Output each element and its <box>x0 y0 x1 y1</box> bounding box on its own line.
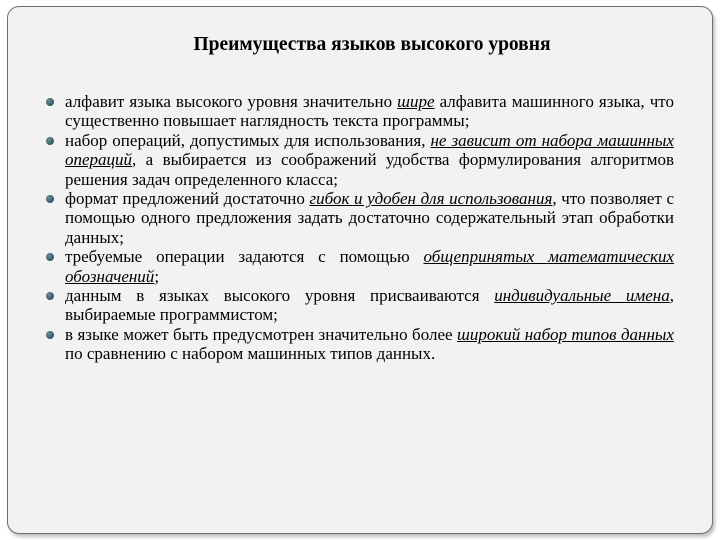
bullet-icon <box>46 137 54 145</box>
item-text: алфавит языка высокого уровня значительно <box>65 92 398 111</box>
item-text: формат предложений достаточно <box>65 189 310 209</box>
emphasized-text: широкий набор типов данных <box>456 324 674 344</box>
emphasized-text: гибок и удобен для использования <box>309 189 553 209</box>
list-item <box>46 92 674 131</box>
item-text: , что позволяет с помощью одного предложения задать достаточно содержательный этап обработки данных; <box>65 189 674 247</box>
list-item <box>46 325 674 364</box>
item-text: по сравнению с набором машинных типов данных. <box>65 344 436 364</box>
item-text: требуемые операции задаются с помощью <box>65 247 424 267</box>
item-text: , выбираемые программистом; <box>65 286 674 325</box>
bullet-list <box>46 92 674 364</box>
list-item <box>46 247 674 286</box>
bullet-icon <box>46 195 54 203</box>
item-text: ; <box>154 266 160 286</box>
emphasized-text: индивидуальные имена <box>494 286 670 306</box>
list-item <box>46 286 674 325</box>
bullet-icon <box>46 292 54 300</box>
slide-title: Преимущества языков высокого уровня <box>193 34 551 55</box>
item-text: данным в языках высокого уровня присваиваются <box>65 286 495 306</box>
list-item <box>46 131 674 189</box>
list-item <box>46 189 674 247</box>
bullet-icon <box>46 331 54 339</box>
slide <box>7 6 713 534</box>
item-text: набор операций, допустимых для использования, <box>65 130 431 150</box>
bullet-icon <box>46 98 54 106</box>
emphasized-text: не зависит от набора машинных операций <box>65 130 674 170</box>
item-text: алфавита машинного языка, что существенно повышает наглядность текста программы; <box>65 92 674 131</box>
item-text: в языке может быть предусмотрен значительно более <box>65 324 457 344</box>
emphasized-text: шире <box>397 92 435 111</box>
emphasized-text: общепринятых математических обозначений <box>65 247 674 286</box>
item-text: , а выбирается из соображений удобства формулирования алгоритмов решения задач определенного класса; <box>65 150 674 189</box>
bullet-icon <box>46 253 54 261</box>
